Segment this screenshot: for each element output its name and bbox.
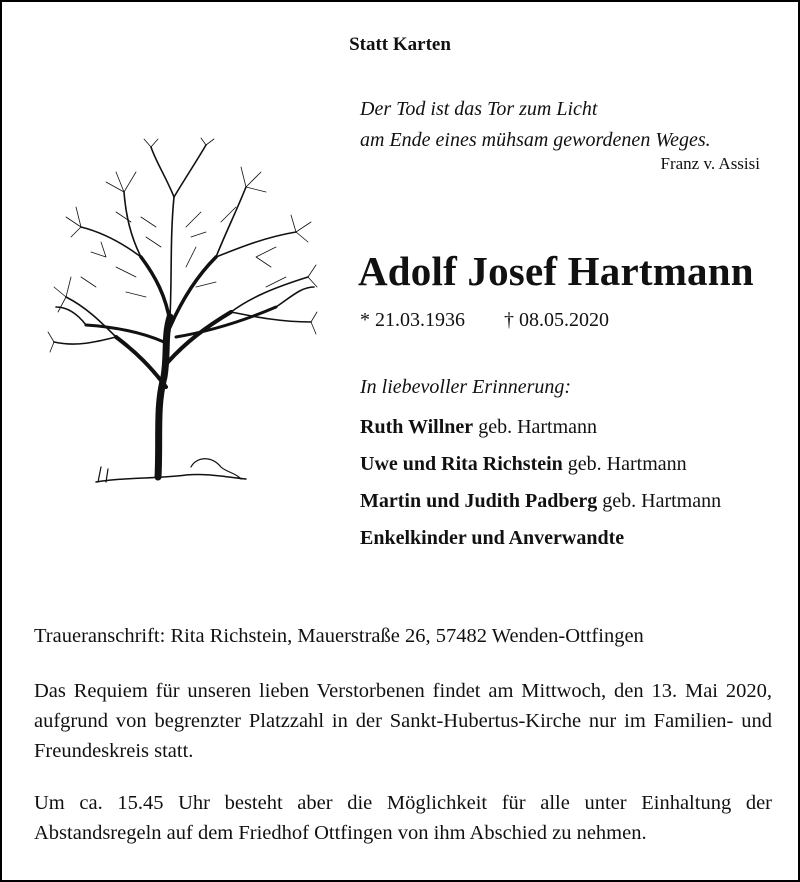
- quote-line-2: am Ende eines mühsam gewordenen Weges.: [360, 129, 711, 151]
- mourner-name: Enkelkinder und Anverwandte: [360, 527, 625, 549]
- quote: [360, 94, 760, 156]
- deceased-name: Adolf Josef Hartmann: [358, 248, 754, 294]
- quote-author: Franz v. Assisi: [660, 154, 760, 173]
- mourner-item: [360, 451, 721, 488]
- requiem-paragraph: [34, 676, 772, 766]
- mourner-suffix: geb. Hartmann: [562, 453, 687, 475]
- mourners-list: [360, 414, 721, 562]
- mourner-name: Ruth Willner: [360, 416, 474, 438]
- farewell-paragraph: [34, 788, 772, 848]
- mourner-suffix: geb. Hartmann: [473, 416, 598, 438]
- life-dates: [360, 309, 609, 332]
- mourner-item: [360, 525, 721, 562]
- mourner-suffix: geb. Hartmann: [597, 490, 722, 512]
- funeral-address: Traueranschrift: Rita Richstein, Mauerstraße 26, 57482 Wenden-Ottfingen: [34, 625, 644, 647]
- birth-date: * 21.03.1936: [360, 309, 465, 331]
- requiem-text: Das Requiem für unseren lieben Verstorbenen findet am Mittwoch, den 13. Mai 2020, aufgrund von begrenzter Platzzahl in der Sankt-Hubertus-Kirche nur im Familien- und Freundeskreis statt.: [34, 680, 772, 762]
- bare-tree-illustration-icon: [46, 137, 318, 492]
- farewell-text: Um ca. 15.45 Uhr besteht aber die Möglichkeit für alle unter Einhaltung der Abstandsregeln auf dem Friedhof Ottfingen von ihm Abschied zu nehmen.: [34, 792, 772, 844]
- mourner-item: [360, 414, 721, 451]
- mourner-name: Martin und Judith Padberg: [360, 490, 598, 512]
- death-date: † 08.05.2020: [504, 309, 609, 331]
- header-statt-karten: Statt Karten: [349, 34, 451, 55]
- mourner-name: Uwe und Rita Richstein: [360, 453, 563, 475]
- quote-line-1: Der Tod ist das Tor zum Licht: [360, 98, 598, 120]
- remembrance-heading: In liebevoller Erinnerung:: [360, 376, 572, 398]
- mourner-item: [360, 488, 721, 525]
